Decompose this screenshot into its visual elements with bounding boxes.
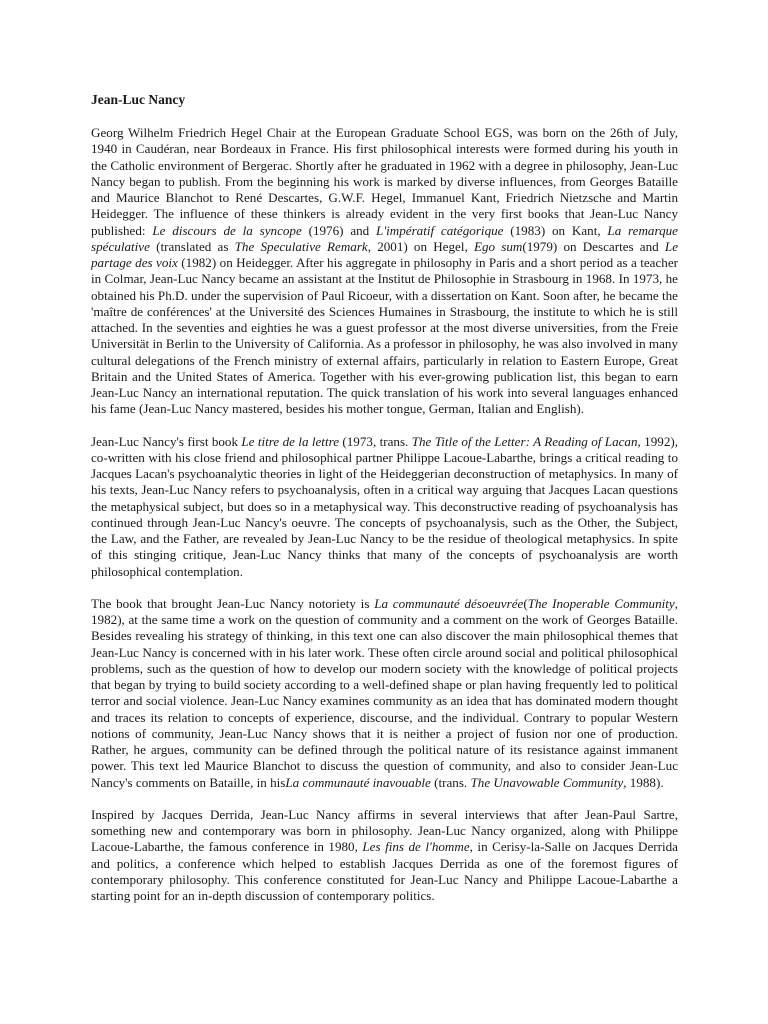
italic-title-text: Le partage des voix [91,238,678,270]
paragraph-text: (1979) on Descartes and [522,238,665,254]
document-body [91,125,678,904]
italic-title-text: The Title of the Letter: A Reading of Lacan [411,433,638,449]
italic-title-text: Le titre de la lettre [241,433,340,449]
paragraph-text: , 1992), co-written with his close friend and philosophical partner Philippe Lacoue-Labarthe, brings a critical reading to Jacques Lacan's psychoanalytic theories in light of the Heideggerian deconstruction of metaphysics. In many of his texts, Jean-Luc Nancy refers to psychoanalysis, often in a critical way arguing that Jacques Lacan questions the metaphysical subject, but does so in a metaphysical way. This deconstructive reading of psychoanalysis has continued through Jean-Luc Nancy's oeuvre. The concepts of psychoanalysis, such as the Other, the Subject, the Law, and the Father, are revealed by Jean-Luc Nancy to be the residue of theological metaphysics. In spite of this stinging critique, Jean-Luc Nancy thinks that many of the concepts of psychoanalysis are worth philosophical contemplation. [91,433,679,579]
paragraph-text: (translated as [149,238,235,254]
paragraph-text: , 2001) on Hegel, [367,238,474,254]
italic-title-text: Ego sum [473,238,523,254]
paragraph-text: Georg Wilhelm Friedrich Hegel Chair at the European Graduate School EGS, was born on the 26th of July, 1940 in Caudéran, near Bordeaux in France. His first philosophical interests were formed during his youth in the Catholic environment of Bergerac. Shortly after he graduated in 1962 with a degree in philosophy, Jean-Luc Nancy began to publish. From the beginning his work is marked by diverse influences, from Georges Bataille and Maurice Blanchot to René Descartes, G.W.F. Hegel, Immanuel Kant, Friedrich Nietzsche and Martin Heidegger. The influence of these thinkers is already evident in the very first books that Jean-Luc Nancy published: [91,125,678,238]
paragraph-text: The book that brought Jean-Luc Nancy notoriety is [91,595,375,611]
paragraph-text: , 1988). [623,774,664,790]
paragraph-text: (1983) on Kant, [503,222,608,238]
italic-title-text: La communauté inavouable [285,774,431,790]
paragraph-text: (1973, trans. [339,433,412,449]
italic-title-text: La remarque spéculative [91,222,678,254]
paragraph-text: , 1982), at the same time a work on the question of community and a comment on the work of Georges Bataille. Besides revealing his strategy of thinking, in this text one can also discover the main philosophical themes that Jean-Luc Nancy is concerned with in his later work. These often circle around social and political philosophical problems, such as the question of how to develop our modern society with the knowledge of political projects that began by trying to build society according to a well-defined shape or plan having frequently led to political terror and social violence. Jean-Luc Nancy examines community as an idea that has dominated modern thought and traces its relation to concepts of experience, discourse, and the individual. Contrary to popular Western notions of community, Jean-Luc Nancy shows that it is neither a project of fusion nor one of production. Rather, he argues, community can be defined through the political nature of its resistance against immanent power. This text led Maurice Blanchot to discuss the question of community, and also to consider Jean-Luc Nancy's comments on Bataille, in his [91,595,678,790]
italic-title-text: The Unavowable Community [470,774,624,790]
paragraph [91,434,678,580]
paragraph-text: Jean-Luc Nancy's first book [91,433,242,449]
paragraph-text: , in Cerisy-la-Salle on Jacques Derrida and politics, a conference which helped to establish Jacques Derrida as one of the foremost figures of contemporary philosophy. This conference constituted for Jean-Luc Nancy and Philippe Lacoue-Labarthe a starting point for an in-depth discussion of contemporary politics. [91,839,678,903]
italic-title-text: Les fins de l'homme [362,839,470,855]
italic-title-text: Le discours de la syncope [152,222,302,238]
paragraph-text: (1976) and [301,222,377,238]
paragraph [91,807,678,905]
italic-title-text: L'impératif catégorique [376,222,504,238]
paragraph-text: (trans. [430,774,471,790]
paragraph-text: (1982) on Heidegger. After his aggregate in philosophy in Paris and a short period as a teacher in Colmar, Jean-Luc Nancy became an assistant at the Institut de Philosophie in Strasbourg in 1968. In 1973, he obtained his Ph.D. under the supervision of Paul Ricoeur, with a dissertation on Kant. Soon after, he became the 'maître de conférences' at the Université des Sciences Humaines in Strasbourg, the institute to which he is still attached. In the seventies and eighties he was a guest professor at the most diverse universities, from the Freie Universität in Berlin to the University of California. As a professor in philosophy, he was also involved in many cultural delegations of the French ministry of external affairs, particularly in relation to Eastern Europe, Great Britain and the United States of America. Together with his ever-growing publication list, this began to earn Jean-Luc Nancy an international reputation. The quick translation of his work into several languages enhanced his fame (Jean-Luc Nancy mastered, besides his mother tongue, German, Italian and English). [91,255,679,417]
paragraph-text: ( [523,595,528,611]
paragraph-text: Inspired by Jacques Derrida, Jean-Luc Nancy affirms in several interviews that after Jean-Paul Sartre, something new and contemporary was born in philosophy. Jean-Luc Nancy organized, along with Philippe Lacoue-Labarthe, the famous conference in 1980, [91,806,678,855]
document-title: Jean-Luc Nancy [91,92,186,107]
italic-title-text: La communauté désoeuvrée [374,595,524,611]
italic-title-text: The Speculative Remark [234,238,368,254]
italic-title-text: The Inoperable Community [527,595,675,611]
paragraph [91,125,678,418]
paragraph [91,596,678,791]
